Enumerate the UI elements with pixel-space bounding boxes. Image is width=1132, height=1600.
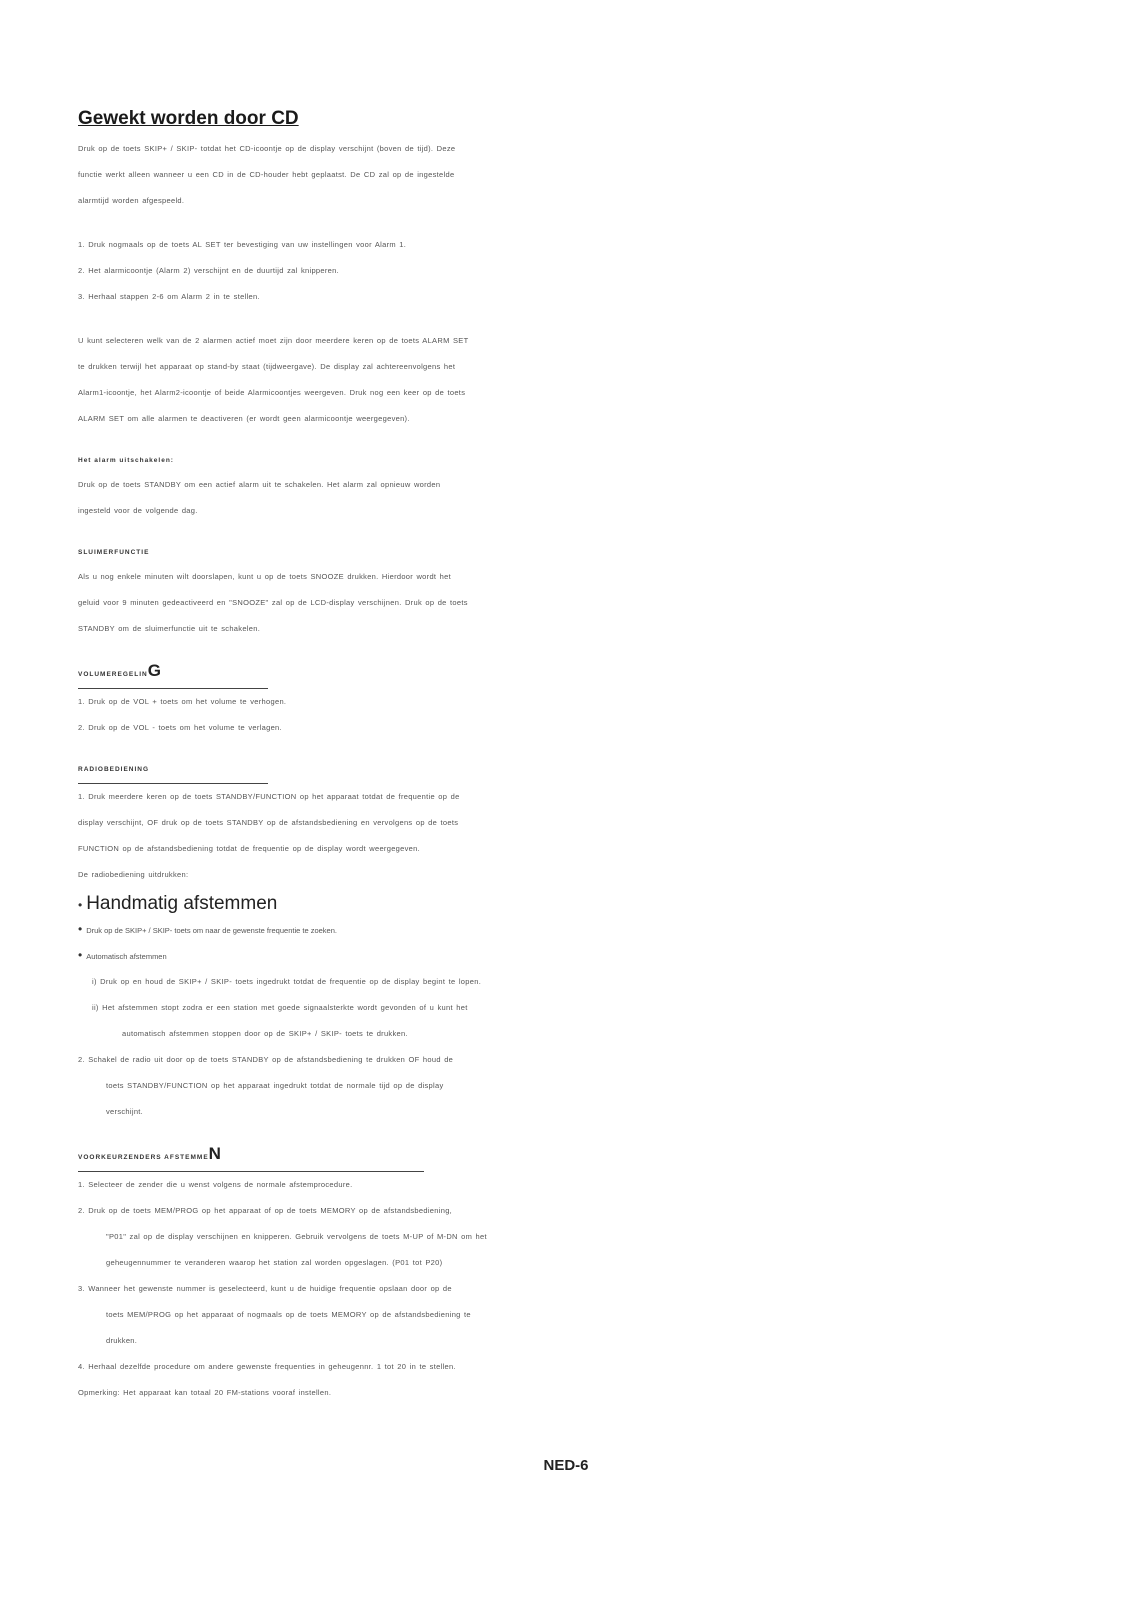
radio-heading-text: RADIOBEDIENING: [78, 759, 268, 784]
radio-off-line: 2. Schakel de radio uit door op de toets STANDBY op de afstandsbediening te drukken OF houd de: [78, 1055, 454, 1064]
step-line: 2. Het alarmicoontje (Alarm 2) verschijnt en de duurtijd zal knipperen.: [78, 266, 339, 275]
manual-tuning-heading: • Handmatig afstemmen: [78, 893, 278, 914]
preset-heading: [78, 1143, 1053, 1172]
snooze-line: geluid voor 9 minuten gedeactiveerd en "SNOOZE" zal op de LCD-display verschijnen. Druk op de toets: [78, 598, 468, 607]
manual-page: [78, 108, 1053, 1406]
step-line: 3. Herhaal stappen 2-6 om Alarm 2 in te stellen.: [78, 292, 260, 301]
volume-heading-text: VOLUMEREGELING: [78, 660, 268, 689]
alarm-select-line: te drukken terwijl het apparaat op stand-by staat (tijdweergave). De display zal achtereenvolgens het: [78, 362, 456, 371]
volume-line: 1. Druk op de VOL + toets om het volume te verhogen.: [78, 697, 287, 706]
radio-off-line: toets STANDBY/FUNCTION op het apparaat ingedrukt totdat de normale tijd op de display: [106, 1081, 444, 1090]
alarm-off-line: ingesteld voor de volgende dag.: [78, 506, 198, 515]
preset-heading-text: VOORKEURZENDERS AFSTEMMEN: [78, 1143, 424, 1172]
preset-line: 3. Wanneer het gewenste nummer is geselecteerd, kunt u de huidige frequentie opslaan door op de: [78, 1284, 452, 1293]
preset-line: drukken.: [106, 1336, 138, 1345]
auto-tuning-heading: • Automatisch afstemmen: [78, 948, 167, 962]
auto-tuning-line: ii) Het afstemmen stopt zodra er een station met goede signaalsterkte wordt gevonden of u kunt het: [92, 1003, 468, 1012]
bullet-icon: •: [78, 898, 83, 912]
radio-line: 1. Druk meerdere keren op de toets STANDBY/FUNCTION op het apparaat totdat de frequentie op de: [78, 792, 460, 801]
preset-line: "P01" zal op de display verschijnen en knipperen. Gebruik vervolgens de toets M-UP of M-DN om het: [106, 1232, 487, 1241]
radio-line: FUNCTION op de afstandsbediening totdat de frequentie op de display wordt weergegeven.: [78, 844, 420, 853]
intro-line: Druk op de toets SKIP+ / SKIP- totdat het CD-icoontje op de display verschijnt (boven de tijd). Deze: [78, 144, 456, 153]
volume-heading: [78, 660, 1053, 689]
alarm-select-line: ALARM SET om alle alarmen te deactiveren (er wordt geen alarmicoontje weergegeven).: [78, 414, 410, 423]
alarm-select-line: Alarm1-icoontje, het Alarm2-icoontje of beide Alarmicoontjes weergeven. Druk nog een keer op de toets: [78, 388, 466, 397]
manual-tuning-line: • Druk op de SKIP+ / SKIP- toets om naar de gewenste frequentie te zoeken.: [78, 922, 337, 936]
intro-line: alarmtijd worden afgespeeld.: [78, 196, 185, 205]
page-title: Gewekt worden door CD: [78, 108, 299, 129]
bullet-icon: •: [78, 922, 83, 936]
step-line: 1. Druk nogmaals op de toets AL SET ter bevestiging van uw instellingen voor Alarm 1.: [78, 240, 407, 249]
alarm-off-heading: Het alarm uitschakelen:: [78, 457, 174, 464]
volume-line: 2. Druk op de VOL - toets om het volume te verlagen.: [78, 723, 282, 732]
preset-line: toets MEM/PROG op het apparaat of nogmaals op de toets MEMORY op de afstandsbediening te: [106, 1310, 471, 1319]
preset-note: Opmerking: Het apparaat kan totaal 20 FM-stations vooraf instellen.: [78, 1388, 332, 1397]
auto-tuning-line: automatisch afstemmen stoppen door op de SKIP+ / SKIP- toets te drukken.: [122, 1029, 408, 1038]
alarm-select-line: U kunt selecteren welk van de 2 alarmen actief moet zijn door meerdere keren op de toets ALARM SET: [78, 336, 469, 345]
preset-line: geheugennummer te veranderen waarop het station zal worden opgeslagen. (P01 tot P20): [106, 1258, 443, 1267]
snooze-heading: SLUIMERFUNCTIE: [78, 549, 150, 556]
bullet-icon: •: [78, 948, 83, 962]
radio-heading: [78, 759, 1053, 784]
snooze-line: STANDBY om de sluimerfunctie uit te schakelen.: [78, 624, 261, 633]
preset-line: 4. Herhaal dezelfde procedure om andere gewenste frequenties in geheugennr. 1 tot 20 in te stellen.: [78, 1362, 456, 1371]
radio-line: display verschijnt, OF druk op de toets STANDBY op de afstandsbediening en vervolgens op de toets: [78, 818, 459, 827]
preset-line: 1. Selecteer de zender die u wenst volgens de normale afstemprocedure.: [78, 1180, 353, 1189]
page-number: NED-6: [543, 1457, 589, 1474]
snooze-line: Als u nog enkele minuten wilt doorslapen, kunt u op de toets SNOOZE drukken. Hierdoor wordt het: [78, 572, 452, 581]
auto-tuning-line: i) Druk op en houd de SKIP+ / SKIP- toets ingedrukt totdat de frequentie op de display begint te lopen.: [92, 977, 482, 986]
alarm-off-line: Druk op de toets STANDBY om een actief alarm uit te schakelen. Het alarm zal opnieuw worden: [78, 480, 441, 489]
radio-line: De radiobediening uitdrukken:: [78, 870, 189, 879]
preset-line: 2. Druk op de toets MEM/PROG op het apparaat of op de toets MEMORY op de afstandsbediening,: [78, 1206, 453, 1215]
intro-line: functie werkt alleen wanneer u een CD in de CD-houder hebt geplaatst. De CD zal op de ingestelde: [78, 170, 455, 179]
radio-off-line: verschijnt.: [106, 1107, 144, 1116]
